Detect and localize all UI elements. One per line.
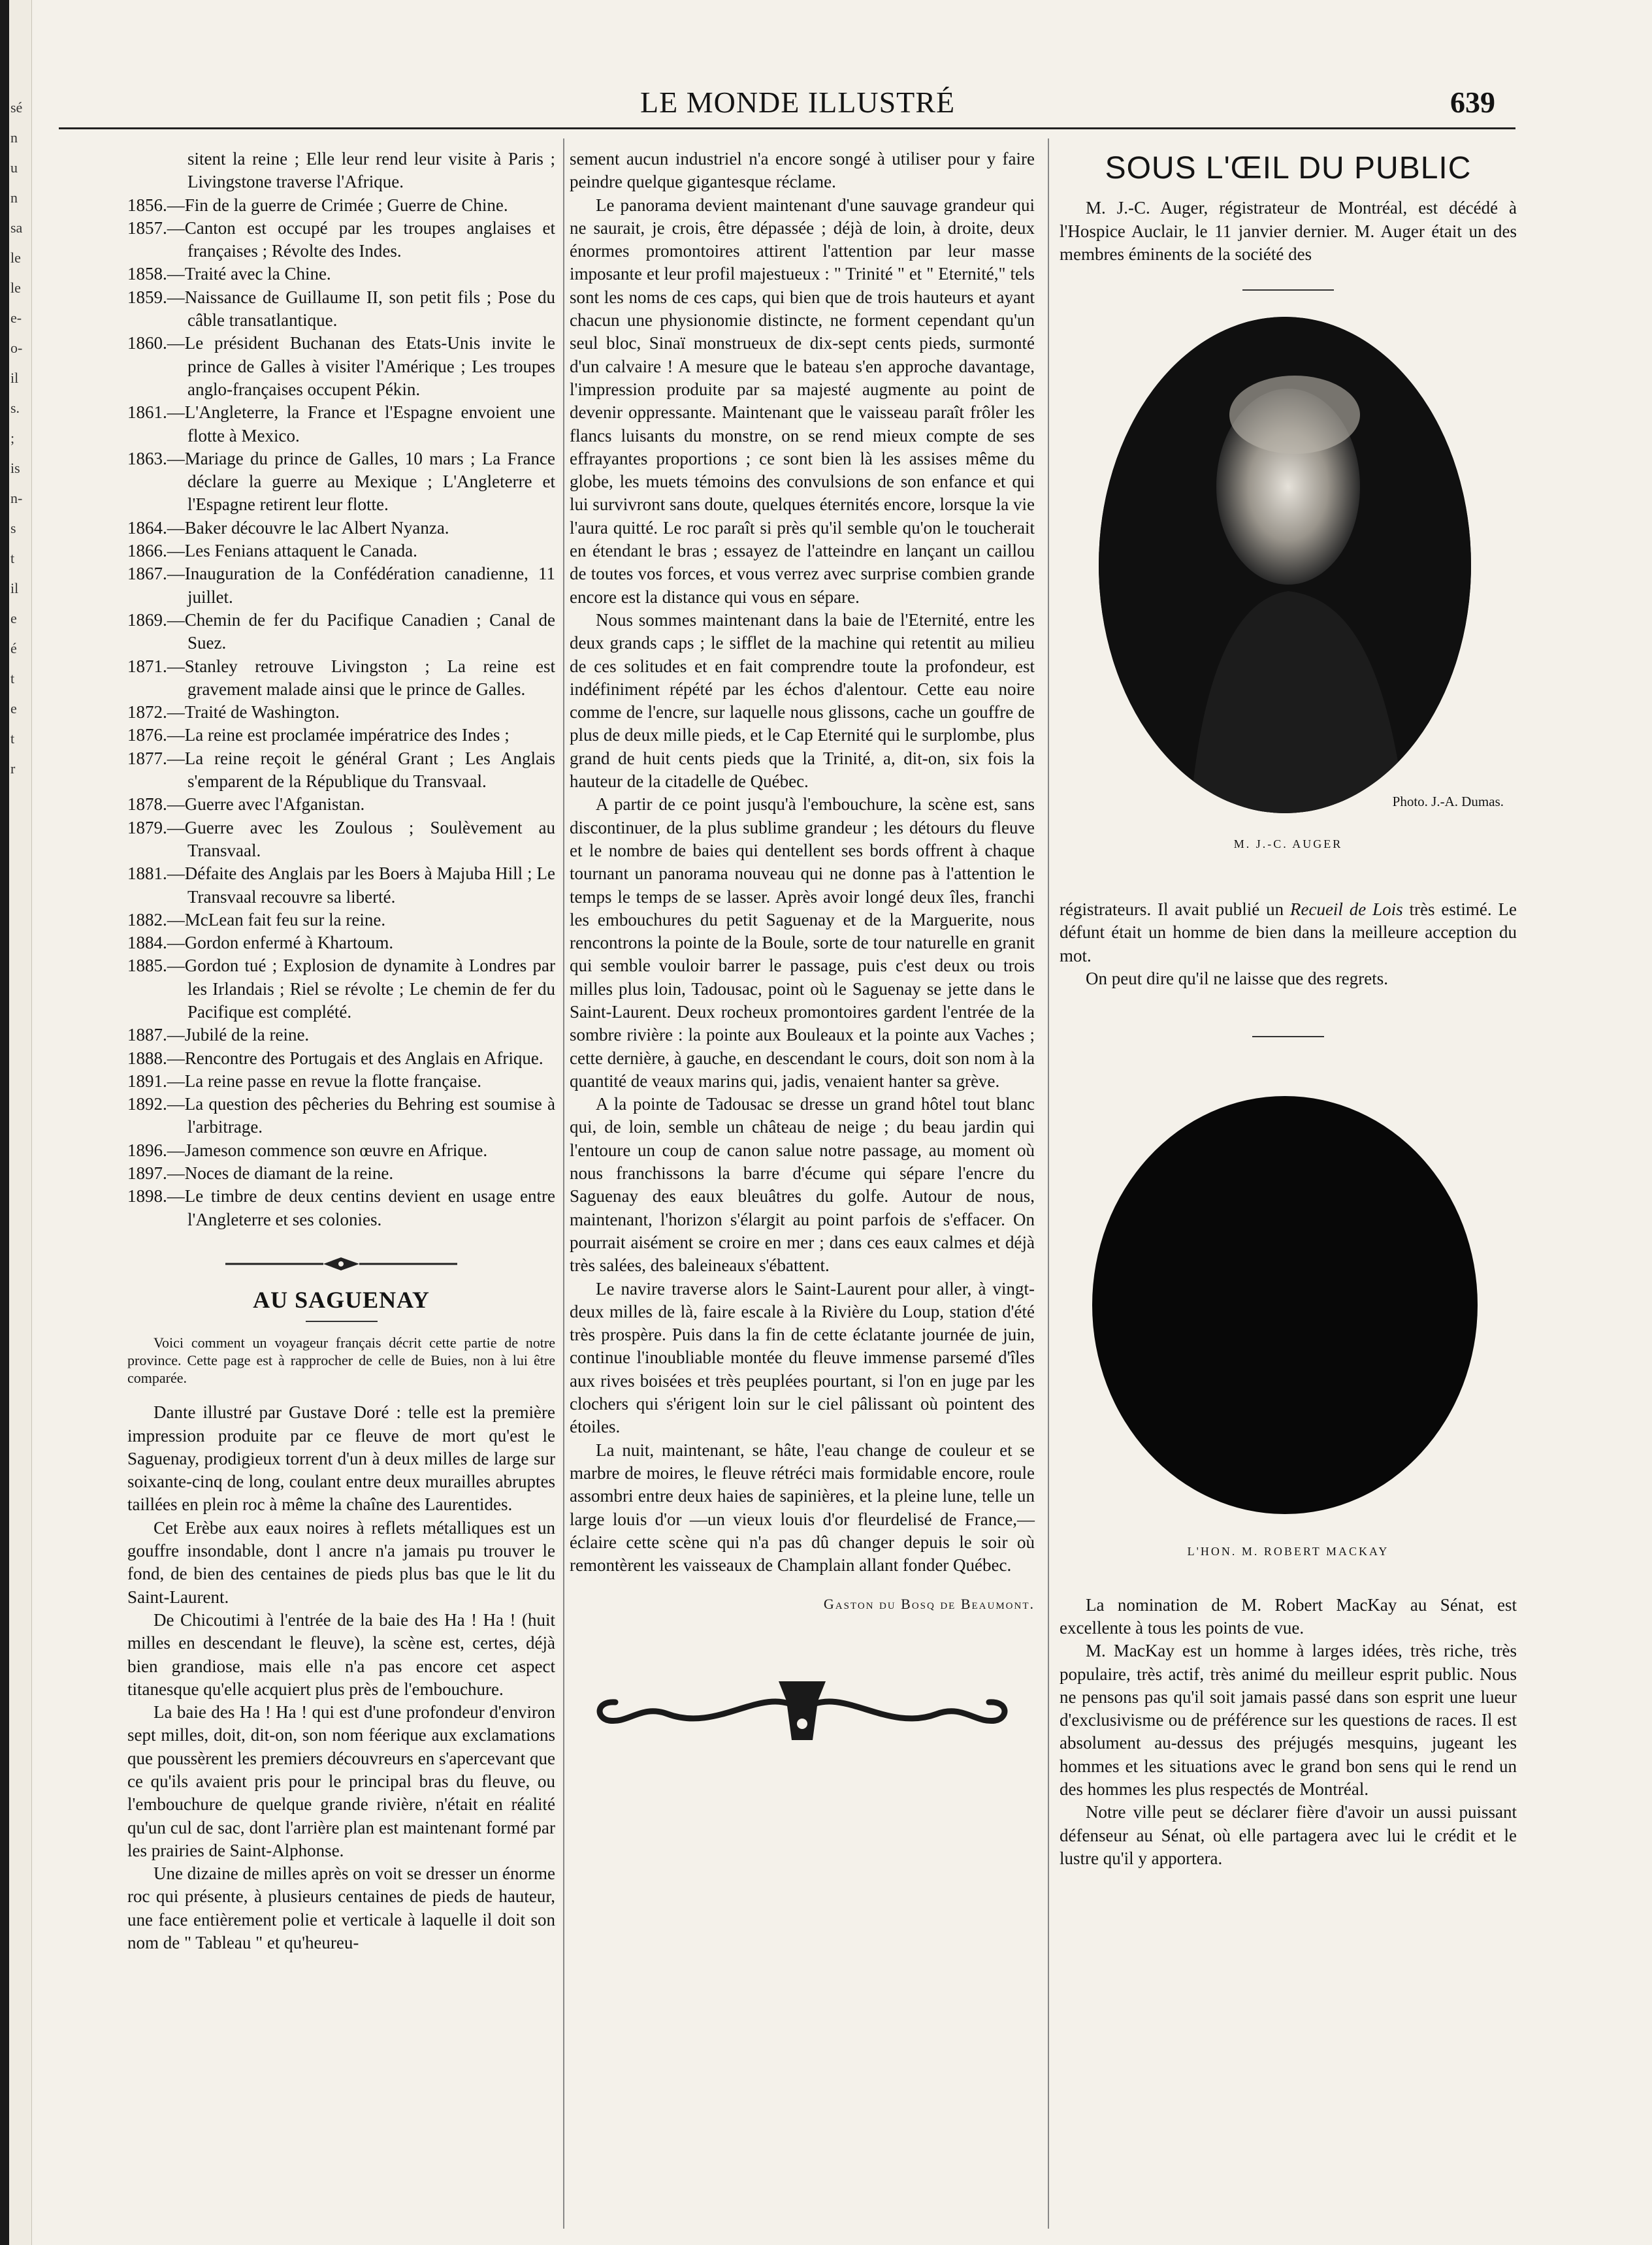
chronology-text: —Canton est occupé par les troupes anglaises et françaises ; Révolte des Indes. [167, 218, 555, 261]
margin-fragment: s [10, 520, 16, 536]
chronology-year: 1897. [127, 1163, 167, 1184]
running-title: LE MONDE ILLUSTRÉ [640, 86, 956, 119]
article-paragraph: A partir de ce point jusqu'à l'embouchure, la scène est, sans discontinuer, de la plus sublime grandeur ; les détours du fleuve et le nombre de baies qui dentellent ses bords offrent à chaque tournant un panorama nouveau qui ne donne pas à l'attention le temps le temps de se lasser. Après avoir longé deux îles, franchi les embouchures du petit Saguenay et de la Marguerite, nous rencontrons la pointe de la Boule, sorte de tour naturelle en granit qui semble vouloir barrer le passage, puis c'est deux ou trois milles plus loin, Tadousac, point où le Saguenay se jette dans le Saint-Laurent. Deux rocheux promontoires gardent l'entrée de la sombre rivière : la pointe aux Bouleaux et la pointe aux Vaches ; cette dernière, à gauche, en descendant le cours, doit son nom à la quantité de veaux marins qui, jadis, venaient hanter sa grève. [570, 794, 1035, 1091]
auger-closing: On peut dire qu'il ne laisse que des regrets. [1086, 969, 1388, 989]
chronology-year: 1860. [127, 333, 167, 353]
chronology-year: 1882. [127, 909, 167, 929]
saguenay-text-part1 [127, 1401, 555, 1954]
chronology-text: —La reine reçoit le général Grant ; Les Anglais s'emparent de la République du Transvaal. [167, 748, 555, 792]
chronology-entry [127, 194, 555, 217]
chronology-year: 1858. [127, 264, 167, 284]
article-paragraph: sement aucun industriel n'a encore songé à utiliser pour y faire peindre quelque gigantesque réclame. [570, 149, 1035, 192]
section-rule [1252, 1036, 1324, 1037]
chronology-text: —Naissance de Guillaume II, son petit fils ; Pose du câble transatlantique. [167, 287, 555, 331]
column-middle [570, 148, 1035, 1753]
chronology-year: 1863. [127, 448, 167, 468]
chronology-entry [127, 286, 555, 332]
chronology-text: —Noces de diamant de la reine. [167, 1163, 394, 1184]
margin-fragments [0, 0, 31, 784]
chronology-entry [127, 540, 555, 562]
margin-fragment: n [10, 189, 18, 206]
margin-fragment: il [10, 580, 19, 596]
chronology-entry [127, 148, 555, 194]
article-paragraph: Le navire traverse alors le Saint-Laurent pour aller, à vingt-deux milles de là, faire escale à la Rivière du Loup, station d'été très prospère. Puis dans la fin de cette éclatante journée de juin, continue l'inoubliable montée du fleuve immense parsemé d'îles aux rives boisées et très peuplées pourtant, si l'on en juge par les clochers qui s'érigent loin sur le ciel pâlissant où pointent des étoiles. [570, 1278, 1035, 1437]
chronology-text: —Baker découvre le lac Albert Nyanza. [167, 517, 449, 538]
chronology-entry [127, 401, 555, 447]
column-rule [1048, 138, 1049, 2229]
chronology-text: —Le président Buchanan des Etats-Unis invite le prince de Galles à visiter l'Amérique ; Les troupes anglo-françaises occupent Pékin. [167, 333, 555, 399]
margin-fragment: e [10, 700, 17, 717]
chronology-text: —Mariage du prince de Galles, 10 mars ; La France déclare la guerre au Mexique ; L'Angleterre et l'Espagne retirent leur flotte. [167, 448, 555, 515]
chronology-text: —Inauguration de la Confédération canadienne, 11 juillet. [167, 564, 555, 607]
margin-fragment: r [10, 760, 16, 777]
chronology-year: 1888. [127, 1048, 167, 1068]
mackay-paragraph-2: M. MacKay est un homme à larges idées, très riche, très populaire, très actif, très animé du meilleur esprit public. Nous ne pensons pas qu'il soit jamais passé dans son esprit une lueur d'exclusivisme ou de préférence sur les questions de races. Il est absolument au-dessus des préjugés mesquins, jugeant les hommes et les situations avec le grand bon sens qui le rend un des hommes les plus respectés de Montréal. [1060, 1641, 1517, 1800]
section-intro: Voici comment un voyageur français décrit cette partie de notre province. Cette page est à rapprocher de celle de Buies, non à lui être comparée. [127, 1334, 555, 1387]
chronology-entry [127, 931, 555, 954]
article-paragraph: A la pointe de Tadousac se dresse un grand hôtel tout blanc qui, de loin, semble un château de neige ; du beau jardin qui l'entoure un coup de canon salue notre passage, au moment où nous franchissons la barre d'écume qui sépare l'encre du Saguenay des eaux bleuâtres du golfe. Autour de nous, maintenant, l'horizon s'élargit au point parfois de s'effacer. On pourrait aisément se croire en mer ; dans ces eaux calmes et déjà très salées, des baleineaux s'ébattent. [570, 1094, 1035, 1276]
chronology-entry [127, 724, 555, 747]
portrait-photo-mackay [1092, 1096, 1478, 1514]
chronology-text: —Traité de Washington. [167, 702, 340, 722]
section-title-sous-loeil: SOUS L'ŒIL DU PUBLIC [1105, 151, 1472, 186]
chronology-year: 1866. [127, 541, 167, 561]
chronology-text: —Les Fenians attaquent le Canada. [167, 541, 417, 561]
chronology-year: 1871. [127, 656, 167, 676]
chronology-text: —Fin de la guerre de Crimée ; Guerre de Chine. [167, 195, 508, 215]
chronology-entry [127, 954, 555, 1024]
portrait-frame-auger [1060, 317, 1517, 859]
page-number: 639 [1450, 86, 1495, 119]
chronology-year: 1861. [127, 402, 167, 423]
chronology-entry [127, 332, 555, 401]
chronology-year: 1856. [127, 195, 167, 215]
chronology-year: 1879. [127, 817, 167, 837]
margin-fragment: il [10, 370, 19, 386]
chronology-entry [127, 447, 555, 517]
chronology-year: 1885. [127, 956, 167, 976]
chronology-text: —Jameson commence son œuvre en Afrique. [167, 1140, 488, 1160]
chronology-text: —Traité avec la Chine. [167, 264, 331, 284]
photo-caption-auger: M. J.-C. AUGER [1233, 837, 1343, 851]
chronology-entry [127, 263, 555, 285]
chronology-year: 1881. [127, 864, 167, 884]
chronology-text: —Guerre avec l'Afganistan. [167, 794, 365, 815]
chronology-year: 1896. [127, 1140, 167, 1160]
article-paragraph: Une dizaine de milles après on voit se dresser un énorme roc qui présente, à plusieurs centaines de pieds de hauteur, une face entièrement polie et verticale à laquelle il doit son nom de " Tableau " et qu'heureu- [127, 1864, 555, 1953]
chronology-year: 1867. [127, 564, 167, 584]
section-title-saguenay: AU SAGUENAY [253, 1286, 430, 1313]
chronology-entry [127, 1047, 555, 1070]
margin-fragment: is [10, 460, 20, 476]
chronology-entry [127, 701, 555, 724]
header-rule [59, 127, 1515, 129]
margin-fragment: é [10, 640, 17, 656]
column-right [1060, 151, 1517, 1870]
margin-fragment: e [10, 610, 17, 626]
author-signature: Gaston du Bosq de Beaumont. [823, 1596, 1035, 1613]
chronology-text: —La reine est proclamée impératrice des Indes ; [167, 725, 510, 745]
chronology-entry [127, 793, 555, 816]
margin-fragment: o- [10, 340, 23, 356]
chronology-entry [127, 862, 555, 909]
chronology-year: 1872. [127, 702, 167, 722]
margin-fragment: le [10, 280, 21, 296]
margin-fragment: sé [10, 99, 23, 116]
article-paragraph: Le panorama devient maintenant d'une sauvage grandeur qui ne saurait, je crois, être dépassée ; déjà de loin, à droite, deux énormes promontoires attirent l'attention par leur masse imposante et leur profil majestueux : " Trinité " et " Eternité," tels sont les noms de ces caps, qui bien que de trois hauteurs et ayant chacun une physionomie distincte, ne forment cependant qu'un seul bloc, Sinaï monstrueux de dix-sept cents pieds, surmonté d'un calvaire ! A mesure que le bateau s'en approche davantage, l'impression produite par sa majesté augmente au point de devenir oppressante. Maintenant que le vaisseau paraît frôler les flancs luisants du monstre, on se rend mieux compte de ses effrayantes proportions ; ce sont bien là les assises même du globe, les muets témoins des convulsions de son enfance et qui lui survivront sans doute, quelques éternités encore, lorsque la vie l'aura quitté. Le roc paraît si près qu'il semble qu'on le toucherait en étendant le bras ; essayez de l'atteindre en lançant un caillou de toutes vos forces, et vous verrez avec surprise combien grande encore est la distance qui vous en sépare. [570, 195, 1035, 607]
chronology-text: —Défaite des Anglais par les Boers à Majuba Hill ; Le Transvaal recouvre sa liberté. [167, 864, 555, 907]
chronology-entry [127, 609, 555, 655]
chronology-text: —Chemin de fer du Pacifique Canadien ; Canal de Suez. [167, 609, 555, 653]
chronology-entry [127, 1093, 555, 1139]
chronology-entry [127, 562, 555, 609]
margin-fragment: t [10, 730, 15, 747]
ornament-divider [127, 1244, 555, 1284]
column-left [127, 148, 555, 1954]
article-paragraph: Nous sommes maintenant dans la baie de l'Eternité, entre les deux grands caps ; le sifflet de la machine qui retentit au milieu de ces solitudes et en fait comprendre toute la profondeur, est indéfiniment répété par les échos d'alentour. Cette eau noire comme de l'encre, sur laquelle nous glissons, cache un gouffre de plus de deux mille pieds, et le Cap Eternité qui le surplombe, plus grand de huit cents pieds que la Trinité, a, dit-on, six fois la hauteur de la citadelle de Québec. [570, 609, 1035, 792]
chronology-text: —La reine passe en revue la flotte française. [167, 1071, 482, 1091]
margin-fragment: t [10, 550, 15, 566]
article-paragraph: La nuit, maintenant, se hâte, l'eau change de couleur et se marbre de moires, le fleuve rétréci mais formidable encore, roule assombri entre deux haies de sapinières, et la pleine lune, telle un large louis d'or —un vieux louis d'or fleurdelisé de France,—éclaire cette scène qui n'a pas dû changer depuis le soir où remontèrent les vaisseaux de Champlain allant fonder Québec. [570, 1440, 1035, 1575]
chronology-text: —La question des pêcheries du Behring est soumise à l'arbitrage. [167, 1094, 555, 1137]
chronology-text: —Le timbre de deux centins devient en usage entre l'Angleterre et ses colonies. [167, 1186, 555, 1229]
chronology-entry [127, 1185, 555, 1231]
chronology-text: —Gordon enfermé à Khartoum. [167, 933, 394, 953]
chronology-text: —Guerre avec les Zoulous ; Soulèvement au Transvaal. [167, 817, 555, 860]
chronology-year: 1891. [127, 1071, 167, 1091]
chronology-entry [127, 1024, 555, 1046]
chronology-text: —Stanley retrouve Livingston ; La reine est gravement malade ainsi que le prince de Galles. [167, 656, 555, 699]
margin-fragment: e- [10, 310, 22, 326]
chronology-text: —Gordon tué ; Explosion de dynamite à Londres par les Irlandais ; Riel se révolte ; Le chemin de fer du Pacifique est complété. [167, 956, 555, 1022]
margin-fragment: s. [10, 400, 20, 416]
chronology-entry [127, 517, 555, 540]
photo-credit: Photo. J.-A. Dumas. [1392, 794, 1504, 810]
chronology-year: 1878. [127, 794, 167, 815]
section-rule [1242, 289, 1334, 291]
mackay-paragraph-3: Notre ville peut se déclarer fière d'avoir un aussi puissant défenseur au Sénat, où elle partagera avec lui le crédit et le lustre qu'il y apportera. [1060, 1802, 1517, 1868]
margin-fragment: sa [10, 219, 23, 236]
margin-fragment: t [10, 670, 15, 686]
article-paragraph: De Chicoutimi à l'entrée de la baie des Ha ! Ha ! (huit milles en descendant le fleuve), la scène est, certes, déjà bien grandiose, mais elle n'a pas encore cet aspect titanesque qu'elle acquiert plus près de l'embouchure. [127, 1609, 555, 1699]
chronology-year: 1869. [127, 609, 167, 630]
chronology-entry [127, 217, 555, 263]
chronology-text: —Rencontre des Portugais et des Anglais en Afrique. [167, 1048, 543, 1068]
chronology-year: 1859. [127, 287, 167, 307]
portrait-frame-mackay [1060, 1096, 1517, 1521]
chronology-entry [127, 1162, 555, 1185]
margin-fragment: le [10, 250, 21, 266]
chronology-text: —McLean fait feu sur la reine. [167, 909, 386, 929]
chronology-text: —L'Angleterre, la France et l'Espagne envoient une flotte à Mexico. [167, 402, 555, 445]
chronology-year: 1892. [127, 1094, 167, 1114]
chronology-entry [127, 747, 555, 794]
article-paragraph: Cet Erèbe aux eaux noires à reflets métalliques est un gouffre insondable, dont l ancre n'a jamais pu trouver le fond, de bien des centaines de pieds plus bas que le lit du Saint-Laurent. [127, 1517, 555, 1607]
chronology-year: 1876. [127, 725, 167, 745]
mackay-paragraph-1: La nomination de M. Robert MacKay au Sénat, est excellente à tous les points de vue. [1060, 1594, 1517, 1638]
photo-caption-mackay: L'HON. M. ROBERT MACKAY [1187, 1545, 1389, 1559]
chronology-list [127, 148, 555, 1231]
chronology-year: 1887. [127, 1025, 167, 1045]
auger-paragraph: M. J.-C. Auger, régistrateur de Montréal, est décédé à l'Hospice Auclair, le 11 janvier dernier. M. Auger était un des membres éminents de la société des [1060, 198, 1517, 264]
margin-fragment: n [10, 129, 18, 146]
article-paragraph: Dante illustré par Gustave Doré : telle est la première impression produite par ce fleuve de mort qu'est le Saguenay, prodigieux torrent d'un à deux milles de large sur soixante-cinq de long, coulant entre deux murailles abruptes taillées en plein roc à même la chaîne des Laurentides. [127, 1402, 555, 1515]
ornament-tailpiece [570, 1662, 1035, 1753]
chronology-text: sitent la reine ; Elle leur rend leur visite à Paris ; Livingstone traverse l'Afrique. [187, 149, 555, 192]
book-title: Recueil de Lois [1289, 899, 1403, 920]
chronology-entry [127, 1139, 555, 1162]
chronology-entry [127, 909, 555, 931]
chronology-year: 1877. [127, 748, 167, 768]
column-rule [563, 138, 564, 2229]
chronology-year: 1898. [127, 1186, 167, 1206]
chronology-year: 1884. [127, 933, 167, 953]
chronology-year: 1864. [127, 517, 167, 538]
margin-fragment: ; [10, 430, 15, 446]
chronology-year: 1857. [127, 218, 167, 238]
saguenay-text-part2 [570, 148, 1035, 1577]
chronology-entry [127, 816, 555, 863]
article-paragraph: La baie des Ha ! Ha ! qui est d'une profondeur d'environ sept milles, doit, dit-on, son nom féerique aux exclamations que poussèrent les premiers découvreurs en s'apercevant que ce qu'ils avaient pris pour le principal bras du fleuve, ou l'embouchure de quelque grande rivière, n'était en réalité qu'un cul de sac, dont l'arrière plan est maintenant formé par les prairies de Saint-Alphonse. [127, 1702, 555, 1860]
chronology-text: —Jubilé de la reine. [167, 1025, 310, 1045]
auger-paragraph-continued: régistrateurs. Il avait publié un Recueil de Lois très estimé. Le défunt était un homme de bien dans la meilleure acception du mot. [1060, 899, 1517, 965]
margin-fragment: u [10, 159, 18, 176]
chronology-entry [127, 655, 555, 702]
portrait-photo-auger [1099, 317, 1471, 813]
chronology-entry [127, 1070, 555, 1093]
title-rule [306, 1321, 378, 1322]
margin-fragment: n- [10, 490, 23, 506]
